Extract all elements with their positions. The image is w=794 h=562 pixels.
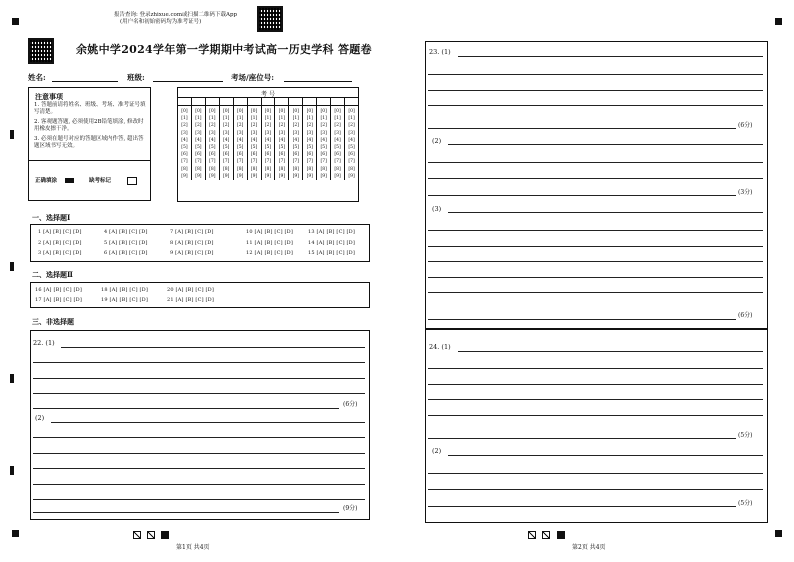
answer-line[interactable] bbox=[33, 393, 365, 394]
name-field[interactable] bbox=[52, 81, 118, 82]
answer-line[interactable] bbox=[428, 415, 763, 416]
section-1-title: 一、选择题Ⅰ bbox=[32, 213, 71, 222]
q22-part2-label: (2) bbox=[35, 414, 45, 422]
exam-number-bubble[interactable]: [0] bbox=[205, 105, 219, 115]
exam-number-bubble[interactable]: [3] bbox=[331, 130, 345, 137]
exam-number-bubble[interactable]: [4] bbox=[303, 137, 317, 144]
exam-number-bubble[interactable]: [3] bbox=[219, 130, 233, 137]
exam-number-bubble[interactable]: [9] bbox=[317, 173, 331, 180]
exam-number-bubble[interactable]: [1] bbox=[191, 115, 205, 122]
side-mark bbox=[10, 262, 14, 271]
exam-number-bubble[interactable]: [0] bbox=[331, 105, 345, 115]
answer-line[interactable] bbox=[33, 408, 339, 409]
exam-number-bubble[interactable]: [1] bbox=[331, 115, 345, 122]
exam-number-bubble[interactable]: [6] bbox=[219, 151, 233, 158]
exam-number-write-cell[interactable] bbox=[261, 97, 275, 105]
exam-number-bubble[interactable]: [4] bbox=[275, 137, 289, 144]
exam-number-bubble[interactable]: [6] bbox=[233, 151, 247, 158]
q23-part2-label: (2) bbox=[432, 137, 442, 145]
exam-number-bubble[interactable]: [5] bbox=[181, 145, 188, 151]
exam-number-bubble[interactable]: [8] bbox=[233, 166, 247, 173]
exam-number-bubble[interactable]: [2] bbox=[289, 122, 303, 129]
q23-box bbox=[425, 41, 768, 329]
answer-line[interactable] bbox=[448, 455, 763, 456]
mc-question[interactable]: 9 [A] [B] [C] [D] bbox=[170, 250, 214, 256]
exam-number-bubble[interactable]: [3] bbox=[345, 130, 358, 137]
exam-number-bubble[interactable]: [9] bbox=[275, 173, 289, 180]
exam-number-bubble[interactable]: [6] bbox=[275, 151, 289, 158]
mc-question[interactable]: 14 [A] [B] [C] [D] bbox=[308, 239, 356, 246]
exam-number-bubble[interactable]: [2] bbox=[191, 122, 205, 129]
page-title: 余姚中学2024学年第一学期期中考试高一历史学科 答题卷 bbox=[76, 43, 372, 56]
exam-number-bubble[interactable]: [1] bbox=[317, 115, 331, 122]
exam-number-bubble[interactable]: [0] bbox=[317, 105, 331, 115]
answer-line[interactable] bbox=[428, 230, 763, 231]
side-mark bbox=[10, 130, 14, 139]
exam-number-bubble[interactable]: [4] bbox=[261, 137, 275, 144]
q24-part1-points: (5分) bbox=[738, 432, 753, 439]
mc-question[interactable]: 13 [A] [B] [C] [D] bbox=[308, 229, 356, 235]
q22-part2-points: (9分) bbox=[343, 505, 358, 512]
mc2-box bbox=[30, 282, 370, 308]
answer-line[interactable] bbox=[33, 512, 339, 513]
q23-part1-label: 23. (1) bbox=[429, 48, 451, 56]
answer-line[interactable] bbox=[448, 144, 763, 145]
exam-number-bubble[interactable]: [2] bbox=[275, 122, 289, 129]
answer-line[interactable] bbox=[428, 473, 763, 474]
q22-box bbox=[30, 330, 370, 520]
exam-number-bubble[interactable]: [0] bbox=[219, 105, 233, 115]
answer-line[interactable] bbox=[428, 162, 763, 163]
exam-number-bubble[interactable]: [7] bbox=[345, 158, 358, 165]
exam-number-bubble[interactable]: [3] bbox=[303, 130, 317, 137]
exam-number-bubble[interactable]: [4] bbox=[289, 137, 303, 144]
exam-number-bubble[interactable]: [0] bbox=[345, 105, 358, 115]
q23-part2-points: (3分) bbox=[738, 189, 753, 196]
exam-number-bubble[interactable]: [7] bbox=[219, 158, 233, 165]
correct-fill-sample bbox=[65, 178, 74, 183]
page-marker bbox=[542, 531, 550, 539]
answer-line[interactable] bbox=[428, 292, 763, 293]
exam-number-bubble[interactable]: [8] bbox=[317, 166, 331, 173]
exam-number-bubble[interactable]: [9] bbox=[331, 173, 345, 180]
notice-divider bbox=[29, 160, 150, 161]
answer-line[interactable] bbox=[33, 378, 365, 379]
exam-number-write-cell[interactable] bbox=[289, 97, 303, 105]
name-label: 姓名: bbox=[28, 73, 46, 82]
exam-number-bubble[interactable]: [6] bbox=[205, 151, 219, 158]
exam-number-write-cell[interactable] bbox=[331, 97, 345, 105]
corner-mark-tl bbox=[12, 18, 19, 25]
answer-line[interactable] bbox=[428, 128, 736, 129]
answer-line[interactable] bbox=[428, 195, 736, 196]
exam-number-bubble[interactable]: [3] bbox=[261, 130, 275, 137]
answer-line[interactable] bbox=[428, 74, 763, 75]
q23-part3-label: (3) bbox=[432, 205, 442, 213]
answer-line[interactable] bbox=[33, 499, 365, 500]
mc-question[interactable]: 19 [A] [B] [C] [D] bbox=[101, 296, 149, 303]
answer-line[interactable] bbox=[448, 212, 763, 213]
exam-number-bubble[interactable]: [8] bbox=[345, 166, 358, 173]
exam-number-bubble[interactable]: [2] bbox=[261, 122, 275, 129]
exam-number-bubble[interactable]: [7] bbox=[247, 158, 261, 165]
class-label: 班级: bbox=[127, 73, 145, 82]
exam-number-bubble[interactable]: [7] bbox=[181, 159, 188, 165]
answer-line[interactable] bbox=[428, 368, 763, 369]
q24-part1-label: 24. (1) bbox=[429, 343, 451, 351]
page-marker bbox=[161, 531, 169, 539]
exam-number-bubble[interactable]: [5] bbox=[275, 144, 289, 151]
class-field[interactable] bbox=[153, 81, 223, 82]
exam-number-bubble[interactable]: [1] bbox=[247, 115, 261, 122]
exam-number-bubble[interactable]: [6] bbox=[191, 151, 205, 158]
mc-question[interactable]: 8 [A] [B] [C] [D] bbox=[170, 239, 214, 246]
mc-question[interactable]: 16 [A] [B] [C] [D] bbox=[35, 287, 83, 293]
q24-box bbox=[425, 329, 768, 523]
exam-number-bubble[interactable]: [4] bbox=[205, 137, 219, 144]
exam-number-bubble[interactable]: [3] bbox=[317, 130, 331, 137]
exam-number-bubble[interactable]: [9] bbox=[345, 173, 358, 180]
exam-number-bubble[interactable]: [8] bbox=[289, 166, 303, 173]
mc-question[interactable]: 10 [A] [B] [C] [D] bbox=[246, 229, 294, 235]
exam-number-bubble[interactable]: [8] bbox=[261, 166, 275, 173]
corner-mark-tr bbox=[775, 18, 782, 25]
exam-number-write-cell[interactable] bbox=[191, 97, 205, 105]
exam-number-bubble[interactable]: [3] bbox=[205, 130, 219, 137]
q23-part1-points: (6分) bbox=[738, 122, 753, 129]
exam-number-bubble[interactable]: [2] bbox=[247, 122, 261, 129]
report-line-1: 报告查询: 登录zhixue.com或扫描二维码下载App bbox=[114, 12, 238, 18]
notice-box bbox=[28, 87, 151, 201]
answer-line[interactable] bbox=[33, 484, 365, 485]
exam-number-bubble[interactable]: [5] bbox=[191, 144, 205, 151]
answer-line[interactable] bbox=[33, 362, 365, 363]
seat-label: 考场/座位号: bbox=[231, 73, 275, 82]
answer-line[interactable] bbox=[428, 105, 763, 106]
answer-line[interactable] bbox=[61, 347, 365, 348]
page-marker bbox=[557, 531, 565, 539]
answer-line[interactable] bbox=[428, 90, 763, 91]
mc-question[interactable]: 7 [A] [B] [C] [D] bbox=[170, 229, 214, 235]
exam-number-bubble[interactable]: [4] bbox=[219, 137, 233, 144]
exam-number-bubble[interactable]: [7] bbox=[331, 158, 345, 165]
page-marker bbox=[147, 531, 155, 539]
mc-question[interactable]: 15 [A] [B] [C] [D] bbox=[308, 250, 356, 256]
exam-number-grid[interactable] bbox=[178, 97, 358, 180]
notice-title: 注意事项 bbox=[35, 92, 63, 101]
exam-number-bubble[interactable]: [5] bbox=[261, 144, 275, 151]
exam-number-bubble[interactable]: [4] bbox=[181, 137, 188, 143]
absent-label: 缺考标记 bbox=[89, 178, 112, 184]
exam-number-bubble[interactable]: [8] bbox=[181, 166, 188, 172]
answer-line[interactable] bbox=[458, 56, 763, 57]
page-marker bbox=[528, 531, 536, 539]
answer-line[interactable] bbox=[428, 399, 763, 400]
exam-number-bubble[interactable]: [9] bbox=[289, 173, 303, 180]
page-marker bbox=[133, 531, 141, 539]
mc-question[interactable]: 18 [A] [B] [C] [D] bbox=[101, 287, 149, 293]
exam-number-bubble[interactable]: [6] bbox=[317, 151, 331, 158]
exam-number-bubble[interactable]: [5] bbox=[247, 144, 261, 151]
page-number-left: 第1页 共4页 bbox=[176, 544, 210, 551]
answer-line[interactable] bbox=[428, 384, 763, 385]
exam-number-bubble[interactable]: [9] bbox=[247, 173, 261, 180]
exam-number-bubble[interactable]: [8] bbox=[219, 166, 233, 173]
exam-number-bubble[interactable]: [7] bbox=[289, 158, 303, 165]
exam-number-write-cell[interactable] bbox=[233, 97, 247, 105]
notice-item-1: 1. 答题前请将姓名、班级、考场、准考证号填写清楚。 bbox=[34, 102, 146, 115]
exam-number-bubble[interactable]: [6] bbox=[181, 152, 188, 158]
answer-line[interactable] bbox=[428, 178, 763, 179]
exam-number-bubble[interactable]: [7] bbox=[275, 158, 289, 165]
exam-number-bubble[interactable]: [0] bbox=[191, 105, 205, 115]
mc-question[interactable]: 3 [A] [B] [C] [D] bbox=[38, 250, 82, 256]
qr-code-icon bbox=[257, 6, 283, 32]
exam-number-bubble[interactable]: [2] bbox=[233, 122, 247, 129]
exam-number-bubble[interactable]: [5] bbox=[345, 144, 358, 151]
exam-number-bubble[interactable]: [3] bbox=[275, 130, 289, 137]
exam-number-bubble[interactable]: [2] bbox=[303, 122, 317, 129]
exam-number-bubble[interactable]: [6] bbox=[289, 151, 303, 158]
notice-item-2: 2. 客观题答题, 必须使用2B铅笔填涂, 修改时用橡皮擦干净。 bbox=[34, 119, 144, 132]
exam-number-bubble[interactable]: [8] bbox=[205, 166, 219, 173]
answer-line[interactable] bbox=[458, 351, 763, 352]
exam-number-bubble[interactable]: [7] bbox=[191, 158, 205, 165]
mc-question[interactable]: 17 [A] [B] [C] [D] bbox=[35, 296, 83, 303]
page-number-right: 第2页 共4页 bbox=[572, 544, 606, 551]
exam-number-bubble[interactable]: [1] bbox=[181, 116, 188, 122]
exam-number-bubble[interactable]: [2] bbox=[331, 122, 345, 129]
q23-part3-points: (6分) bbox=[738, 312, 753, 319]
exam-number-bubble[interactable]: [8] bbox=[331, 166, 345, 173]
exam-number-bubble[interactable]: [0] bbox=[261, 105, 275, 115]
exam-number-bubble[interactable]: [8] bbox=[275, 166, 289, 173]
exam-number-bubble[interactable]: [9] bbox=[205, 173, 219, 180]
exam-number-write-cell[interactable] bbox=[219, 97, 233, 105]
section-2-title: 二、选择题Ⅱ bbox=[32, 270, 73, 279]
exam-number-bubble[interactable]: [6] bbox=[303, 151, 317, 158]
exam-number-bubble[interactable]: [9] bbox=[219, 173, 233, 180]
exam-number-bubble[interactable]: [8] bbox=[247, 166, 261, 173]
exam-number-bubble[interactable]: [1] bbox=[275, 115, 289, 122]
exam-number-bubble[interactable]: [3] bbox=[289, 130, 303, 137]
exam-number-bubble[interactable]: [6] bbox=[331, 151, 345, 158]
corner-mark-br bbox=[775, 530, 782, 537]
answer-line[interactable] bbox=[428, 489, 763, 490]
exam-number-bubble[interactable]: [9] bbox=[181, 173, 188, 179]
exam-number-bubble[interactable]: [9] bbox=[261, 173, 275, 180]
exam-number-bubble[interactable]: [4] bbox=[345, 137, 358, 144]
mc-question[interactable]: 11 [A] [B] [C] [D] bbox=[246, 239, 294, 246]
exam-number-write-cell[interactable] bbox=[275, 97, 289, 105]
q22-part1-label: 22. (1) bbox=[33, 339, 55, 347]
exam-number-bubble[interactable]: [8] bbox=[303, 166, 317, 173]
mc-question[interactable]: 20 [A] [B] [C] [D] bbox=[167, 287, 215, 293]
exam-number-bubble[interactable]: [2] bbox=[345, 122, 358, 129]
q24-part2-points: (5分) bbox=[738, 500, 753, 507]
exam-number-bubble[interactable]: [5] bbox=[233, 144, 247, 151]
exam-number-write-cell[interactable] bbox=[205, 97, 219, 105]
exam-number-bubble[interactable]: [5] bbox=[219, 144, 233, 151]
mc-question[interactable]: 21 [A] [B] [C] [D] bbox=[167, 296, 215, 303]
side-mark bbox=[10, 374, 14, 383]
mc-question[interactable]: 4 [A] [B] [C] [D] bbox=[104, 229, 148, 235]
seat-field[interactable] bbox=[284, 81, 352, 82]
report-line-2: (用户名和初始密码均为准考证号) bbox=[120, 19, 202, 25]
exam-number-bubble[interactable]: [0] bbox=[233, 105, 247, 115]
exam-number-bubble[interactable]: [4] bbox=[233, 137, 247, 144]
mc1-box bbox=[30, 224, 370, 262]
exam-number-label: 考 号 bbox=[261, 91, 275, 98]
exam-number-bubble[interactable]: [9] bbox=[233, 173, 247, 180]
exam-number-box bbox=[177, 87, 359, 202]
mc-question[interactable]: 12 [A] [B] [C] [D] bbox=[246, 250, 294, 256]
answer-line[interactable] bbox=[428, 246, 763, 247]
exam-number-bubble[interactable]: [0] bbox=[275, 105, 289, 115]
exam-number-bubble[interactable]: [5] bbox=[331, 144, 345, 151]
exam-number-bubble[interactable]: [2] bbox=[181, 123, 188, 129]
answer-line[interactable] bbox=[428, 319, 736, 320]
exam-number-bubble[interactable]: [0] bbox=[303, 105, 317, 115]
exam-number-bubble[interactable]: [4] bbox=[247, 137, 261, 144]
exam-number-write-cell[interactable] bbox=[247, 97, 261, 105]
exam-number-bubble[interactable]: [4] bbox=[317, 137, 331, 144]
exam-number-bubble[interactable]: [3] bbox=[233, 130, 247, 137]
answer-line[interactable] bbox=[428, 261, 763, 262]
answer-line[interactable] bbox=[428, 277, 763, 278]
exam-number-bubble[interactable]: [7] bbox=[317, 158, 331, 165]
exam-number-bubble[interactable]: [2] bbox=[219, 122, 233, 129]
mc-question[interactable]: 5 [A] [B] [C] [D] bbox=[104, 239, 148, 246]
corner-mark-bl bbox=[12, 530, 19, 537]
exam-number-bubble[interactable]: [6] bbox=[247, 151, 261, 158]
exam-number-bubble[interactable]: [4] bbox=[191, 137, 205, 144]
answer-line[interactable] bbox=[33, 437, 365, 438]
exam-number-bubble[interactable]: [5] bbox=[289, 144, 303, 151]
section-3-title: 三、非选择题 bbox=[32, 317, 74, 326]
exam-number-bubble[interactable]: [9] bbox=[191, 173, 205, 180]
exam-number-bubble[interactable]: [1] bbox=[261, 115, 275, 122]
answer-line[interactable] bbox=[51, 422, 365, 423]
exam-number-bubble[interactable]: [8] bbox=[191, 166, 205, 173]
exam-number-bubble[interactable]: [7] bbox=[303, 158, 317, 165]
exam-number-bubble[interactable]: [4] bbox=[331, 137, 345, 144]
exam-number-bubble[interactable]: [3] bbox=[191, 130, 205, 137]
exam-number-bubble[interactable]: [0] bbox=[247, 105, 261, 115]
exam-number-bubble[interactable]: [9] bbox=[303, 173, 317, 180]
exam-number-bubble[interactable]: [1] bbox=[233, 115, 247, 122]
exam-number-bubble[interactable]: [1] bbox=[303, 115, 317, 122]
q22-part1-points: (6分) bbox=[343, 401, 358, 408]
side-mark bbox=[10, 466, 14, 475]
exam-number-bubble[interactable]: [6] bbox=[345, 151, 358, 158]
correct-fill-label: 正确填涂 bbox=[35, 178, 58, 184]
q24-part2-label: (2) bbox=[432, 447, 442, 455]
exam-number-bubble[interactable]: [2] bbox=[205, 122, 219, 129]
mc-question[interactable]: 1 [A] [B] [C] [D] bbox=[38, 229, 82, 235]
answer-line[interactable] bbox=[33, 453, 365, 454]
absent-checkbox[interactable] bbox=[127, 177, 137, 185]
exam-number-bubble[interactable]: [0] bbox=[181, 109, 188, 114]
exam-number-bubble[interactable]: [2] bbox=[317, 122, 331, 129]
exam-number-bubble[interactable]: [3] bbox=[181, 130, 188, 136]
mc-question[interactable]: 6 [A] [B] [C] [D] bbox=[104, 250, 148, 256]
exam-number-write-cell[interactable] bbox=[345, 97, 358, 105]
exam-number-bubble[interactable]: [1] bbox=[345, 115, 358, 122]
exam-number-bubble[interactable]: [3] bbox=[247, 130, 261, 137]
exam-number-bubble[interactable]: [6] bbox=[261, 151, 275, 158]
exam-number-bubble[interactable]: [5] bbox=[303, 144, 317, 151]
mc-question[interactable]: 2 [A] [B] [C] [D] bbox=[38, 239, 82, 246]
exam-number-bubble[interactable]: [0] bbox=[289, 105, 303, 115]
exam-number-bubble[interactable]: [7] bbox=[233, 158, 247, 165]
exam-number-bubble[interactable]: [1] bbox=[289, 115, 303, 122]
notice-item-3: 3. 必须在题号对应的答题区域内作答, 超出答题区域书写无效。 bbox=[34, 136, 144, 149]
exam-number-bubble[interactable]: [7] bbox=[205, 158, 219, 165]
qr-code-icon bbox=[28, 38, 54, 64]
exam-number-write-cell[interactable] bbox=[303, 97, 317, 105]
answer-line[interactable] bbox=[428, 438, 736, 439]
answer-line[interactable] bbox=[428, 506, 736, 507]
exam-number-bubble[interactable]: [1] bbox=[205, 115, 219, 122]
exam-number-bubble[interactable]: [5] bbox=[205, 144, 219, 151]
exam-number-write-cell[interactable] bbox=[317, 97, 331, 105]
answer-line[interactable] bbox=[33, 468, 365, 469]
exam-number-write-cell[interactable] bbox=[178, 97, 191, 105]
exam-number-bubble[interactable]: [7] bbox=[261, 158, 275, 165]
exam-number-bubble[interactable]: [1] bbox=[219, 115, 233, 122]
exam-number-bubble[interactable]: [5] bbox=[317, 144, 331, 151]
